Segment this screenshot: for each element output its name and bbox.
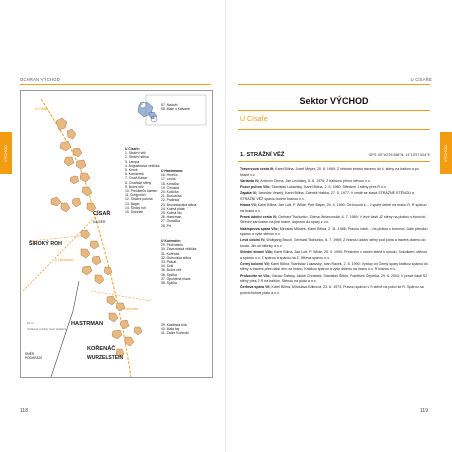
route-name: Hrana VII; bbox=[240, 202, 257, 207]
legend-item: 21. Borovička bbox=[161, 194, 182, 199]
map-label-u-cisare: U Císaře bbox=[35, 107, 49, 111]
legend-item: 12. Strážní poloha bbox=[125, 197, 153, 202]
legend-item: 26. Hastrman bbox=[161, 215, 182, 220]
header-rule-right bbox=[238, 84, 430, 85]
sector-title: Sektor VÝCHOD bbox=[299, 96, 369, 106]
route-description: Václav Šafany, Jakub Chrastek, Stanislav Šítkin, František Čepelka, 29. 6. 2003; V pravé části SZ stěny přes 2 R na balkón. Stěnou na plotu a n.v. bbox=[240, 273, 428, 284]
route-description: Stanislav Lukavský, Karel Bílina, 2. 5. 1980; Středem J stěny přes R n.v. bbox=[270, 184, 387, 189]
legend-top bbox=[161, 103, 190, 111]
legend-item: 13. Bagel bbox=[125, 201, 140, 206]
legend-head-cisare: U Císaře: bbox=[125, 147, 140, 151]
legend-item: 57. Nádobí bbox=[161, 103, 178, 107]
wall-title: 1. STRÁŽNÍ VĚŽ bbox=[240, 152, 285, 158]
legend-item: 17. Levok bbox=[161, 177, 176, 182]
route-name: Nakloprová spára VIIc; bbox=[240, 226, 279, 231]
map-label-kaiser: KAISER bbox=[93, 220, 106, 224]
route-item bbox=[240, 203, 428, 214]
legend-item: 30. Zavezárská věžička bbox=[161, 247, 197, 252]
legend-item: 5. Kmotr bbox=[125, 168, 138, 173]
map-label-korenac: KOŘENÁČ bbox=[87, 346, 116, 352]
legend-item: 28. Prt bbox=[161, 223, 171, 228]
route-description: Antonín Chrna, Jan Lecinský, 5. 8. 1979; Z balkónu přímo stěnou n.v. bbox=[259, 178, 371, 183]
route-name: Traverzová cesta III; bbox=[240, 167, 275, 171]
map-note-vyskok: Výškové rozdíly mezi skalami bbox=[27, 327, 67, 331]
edge-tab-right-label: VÝCHOD bbox=[443, 144, 449, 162]
legend-bottom bbox=[161, 323, 189, 336]
legend-item: 14. Široký roh bbox=[125, 205, 146, 210]
legend-item: 10. Preukerův kámen bbox=[125, 189, 158, 194]
map-label-wurzelstein: WURZELSTEIN bbox=[87, 355, 124, 361]
legend-head-korenace: U Kořenáče: bbox=[161, 239, 181, 243]
legend-item: 31. Kořenáč bbox=[161, 251, 180, 256]
trail-path-4 bbox=[91, 291, 151, 301]
route-description: Karel Bílina, Stanislav Lukavský, Ivan Racek, 2. 5. 1990; Výstup od Černý spáry krátkou spárou do stěny a travers přes další díru za hranu. Krátkou spárou a výše dolenu na hranu n.v. R hranou n.v. bbox=[240, 261, 428, 272]
legend-item: 2. Strážní stěna bbox=[125, 155, 149, 160]
legend-u-korenace bbox=[161, 237, 196, 285]
legend-item: 34. Sokl bbox=[161, 264, 174, 269]
legend-item: 37. Opuštěná hlava bbox=[161, 276, 191, 281]
legend-item: 29. Pečiválečo bbox=[161, 243, 184, 248]
edge-tab-left[interactable] bbox=[0, 132, 12, 174]
route-name: Pozor pohon VIIc; bbox=[240, 184, 271, 189]
route-name: Čertova spára VII; bbox=[240, 285, 271, 290]
edge-tab-left-label: VÝCHOD bbox=[3, 144, 9, 162]
route-item bbox=[240, 215, 428, 226]
wall-title-rule bbox=[238, 161, 430, 162]
page-number-left: 118 bbox=[20, 408, 28, 414]
legend-item: 39. Kastilská bílá bbox=[161, 323, 187, 327]
sector-title-rule bbox=[238, 110, 430, 111]
legend-item: 11. Dvojpoloh bbox=[125, 193, 146, 198]
route-description: Miroslav Můstek, Karel Bílina, 2. 11. 1985; Pravou části ... na plotinu s borovicí. Dále přesilou spárou a výše stěnou n.v. bbox=[240, 226, 428, 237]
legend-item: 7. Císař-Kaiser bbox=[125, 176, 148, 181]
legend-head-hastrmana: U Hastrmana: bbox=[161, 169, 184, 173]
legend-item: 36. Spička bbox=[161, 272, 177, 277]
route-name: Probouřte se VIIc; bbox=[240, 273, 271, 278]
route-name: Pravá údolní cesta IV; bbox=[240, 214, 278, 219]
legend-item: 1. Strážní věž bbox=[125, 151, 146, 156]
legend-item: 9. Boční věž bbox=[125, 184, 144, 189]
route-description: Wolfgang Bruch, Gerhard Tschunko, 6. 7. 1969; Z hranou údolní stěny pod plota a travers dolenu do kouta. Jim do fábriky a n.v. bbox=[240, 238, 426, 248]
legend-item: 38. Spička bbox=[161, 281, 177, 286]
route-item bbox=[240, 179, 428, 185]
map-label-u-korenace: U Kořenáče bbox=[121, 307, 138, 311]
map-label-siroky-roh: ŠIROKÝ ROH bbox=[29, 241, 62, 247]
legend-u-cisare bbox=[125, 145, 160, 214]
route-item bbox=[240, 238, 428, 249]
rock-cluster-hastrman bbox=[81, 230, 112, 284]
legend-item: 33. Palcát bbox=[161, 260, 177, 265]
route-description: Karel Bílina, Josef Meyer, 20. 6. 1969; Z vědomí stranu travenu do č. stěny na balkón a po hraně v.v. bbox=[240, 167, 419, 177]
route-description: Karel Bílina, Miroslava Bílinová, 23. 6. 1973; Pravou spárou v S stěně na polici ke R. Spárou na podvrcholové plato a n.v. bbox=[240, 285, 424, 295]
legend-item: 35. Boční věž bbox=[161, 268, 182, 273]
legend-item: 6. Kamzinek bbox=[125, 172, 144, 177]
legend-item: 22. Pralinka bbox=[161, 198, 179, 203]
map-label-u-hastrmana-trail: U Hastrmana bbox=[55, 258, 74, 262]
route-item bbox=[240, 262, 428, 273]
route-name: Zapáta IX; bbox=[240, 191, 258, 196]
legend-item: 41. Zadní Kořenáč bbox=[161, 331, 189, 336]
legend-u-hastrmana bbox=[161, 167, 196, 228]
route-name: Levá údolní IV; bbox=[240, 238, 266, 243]
route-name: Černý kolorní VII; bbox=[240, 261, 270, 266]
legend-item: 40. Malá kej bbox=[161, 327, 180, 332]
running-head-left: OCHRAN VÝCHOD bbox=[20, 77, 60, 82]
gps-coordinates: GPS: 50°40'29.988"N, 14°15'57.624"E bbox=[368, 153, 430, 157]
marker-58-label: 58 bbox=[151, 116, 155, 120]
running-head-right: U CÍSAŘE bbox=[410, 77, 432, 82]
route-item bbox=[240, 227, 428, 238]
legend-item: 24. Kolmá plata bbox=[161, 206, 185, 211]
map-label-hastrman: HASTRMAN bbox=[71, 321, 104, 327]
trail-path-2 bbox=[23, 211, 101, 291]
legend-item: 16. Hrnéčo bbox=[161, 173, 178, 178]
page-number-right: 119 bbox=[420, 408, 428, 414]
edge-tab-right[interactable] bbox=[440, 132, 452, 174]
sector-map bbox=[20, 90, 213, 378]
legend-item: 58. Malé u Kalvarie bbox=[161, 107, 191, 112]
legend-item: 15. Dubinek bbox=[125, 210, 144, 215]
header-rule-left bbox=[20, 84, 211, 85]
legend-item: 25. Kolmá lito bbox=[161, 211, 182, 216]
route-item bbox=[240, 274, 428, 285]
route-item bbox=[240, 167, 428, 178]
map-label-smer: SMĚR PODHRADÍ bbox=[25, 352, 42, 360]
map-label-cisar: CÍSAŘ bbox=[93, 211, 111, 217]
route-item bbox=[240, 250, 428, 261]
route-description: Karel Bílina, Jan Luft, P. Wilde, Petr Bayer, 29. 4. 1990; Od kouzla k... J spáře delně na hranu R, R spárou na hranu n.v. bbox=[240, 202, 427, 213]
legend-item: 18. Kmačka bbox=[161, 181, 179, 186]
route-name: Střední stranč VIIb; bbox=[240, 250, 273, 255]
legend-item: 3. Lampa bbox=[125, 159, 140, 164]
legend-item: 4. Augustinova věžička bbox=[125, 163, 160, 168]
route-item bbox=[240, 285, 428, 296]
marker-57-label: 57 bbox=[140, 102, 144, 106]
legend-item: 8. Císařské stěny bbox=[125, 180, 152, 185]
legend-item: 32. Ostrovská stěna bbox=[161, 255, 192, 260]
rock-cluster-cisar bbox=[51, 118, 96, 212]
route-item bbox=[240, 185, 428, 191]
route-description: Gerhard Tschunko, Zdena Jirkanovská, 6. 7. 1969; V levé části JZ stěny na plotinu s borovicí. Střední zárhozem na jiné hrane, dopravu do spáry z.v.n. bbox=[240, 214, 427, 225]
subtitle-rule bbox=[238, 129, 430, 130]
legend-item: 20. Kočička bbox=[161, 190, 179, 195]
route-name: Varianta IV; bbox=[240, 178, 260, 183]
route-list bbox=[240, 167, 428, 297]
legend-item: 27. Osmička bbox=[161, 219, 180, 224]
legend-item: 23. Bronzstavská stěna bbox=[161, 202, 197, 207]
sector-subtitle: U Císaře bbox=[240, 116, 268, 123]
route-description: Jaroslav Veselý, Karel Bílina, Zdeněk Habka, 27. 5. 1977; V cestě se stavá STRÁŽNÉ STĚNOU a STRÁŽNÍ VĚŽ spárou kolem hranou n.v. bbox=[240, 191, 414, 201]
map-scale: 10 m bbox=[27, 321, 34, 325]
legend-item: 19. Čihúska bbox=[161, 185, 179, 190]
route-item bbox=[240, 191, 428, 202]
route-description: Karel Bílina, Jan Luft, P. Wilde, 29. 4. 1990; Přesicem v údolní stěně k sokolu. Sokolkem, stěnou a spárou n.v. Z spárou a spárou na Z. Střeva spárou n.v. bbox=[240, 250, 428, 260]
